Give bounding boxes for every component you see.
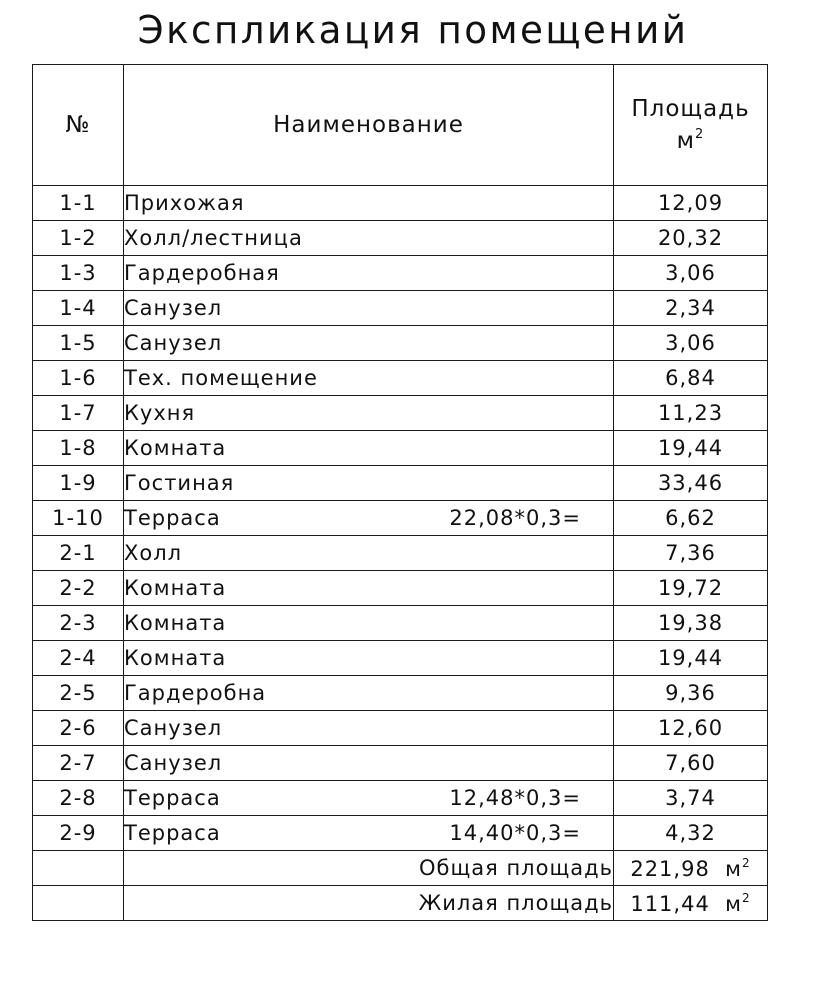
room-name: Санузел bbox=[124, 331, 223, 355]
room-name: Терраса bbox=[124, 786, 221, 810]
room-name-cell bbox=[124, 256, 614, 291]
room-name-cell bbox=[124, 221, 614, 256]
table-row bbox=[33, 466, 768, 501]
table-row bbox=[33, 186, 768, 221]
table-row bbox=[33, 711, 768, 746]
room-name-cell bbox=[124, 326, 614, 361]
area-calculation: 22,08*0,3= bbox=[449, 506, 581, 530]
room-area: 6,84 bbox=[614, 361, 768, 396]
table-row bbox=[33, 361, 768, 396]
room-number: 1-4 bbox=[33, 291, 124, 326]
total-area bbox=[614, 851, 768, 886]
room-name: Гардеробна bbox=[124, 681, 267, 705]
header-name: Наименование bbox=[124, 65, 614, 186]
room-area: 3,74 bbox=[614, 781, 768, 816]
room-name-cell bbox=[124, 186, 614, 221]
total-label: Жилая площадь bbox=[124, 886, 614, 921]
room-name: Гардеробная bbox=[124, 261, 280, 285]
room-area: 19,44 bbox=[614, 431, 768, 466]
room-name: Холл bbox=[124, 541, 183, 565]
header-number: № bbox=[33, 65, 124, 186]
table-row bbox=[33, 746, 768, 781]
room-number: 2-5 bbox=[33, 676, 124, 711]
table-body bbox=[33, 186, 768, 921]
room-area: 9,36 bbox=[614, 676, 768, 711]
room-name-cell bbox=[124, 676, 614, 711]
table-row bbox=[33, 291, 768, 326]
total-unit-sup: 2 bbox=[742, 855, 751, 870]
table-row bbox=[33, 571, 768, 606]
room-name-cell bbox=[124, 291, 614, 326]
room-number: 1-7 bbox=[33, 396, 124, 431]
room-number: 1-8 bbox=[33, 431, 124, 466]
room-number: 1-5 bbox=[33, 326, 124, 361]
empty-cell bbox=[33, 886, 124, 921]
table-row bbox=[33, 256, 768, 291]
table-row bbox=[33, 431, 768, 466]
header-area bbox=[614, 65, 768, 186]
room-number: 2-8 bbox=[33, 781, 124, 816]
room-number: 2-7 bbox=[33, 746, 124, 781]
total-label: Общая площадь bbox=[124, 851, 614, 886]
room-name: Комната bbox=[124, 646, 227, 670]
room-name-cell bbox=[124, 816, 614, 851]
room-name: Комната bbox=[124, 611, 227, 635]
total-value: 221,98 bbox=[630, 856, 710, 881]
room-area: 7,36 bbox=[614, 536, 768, 571]
room-number: 2-3 bbox=[33, 606, 124, 641]
room-area: 6,62 bbox=[614, 501, 768, 536]
header-area-unit-sup: 2 bbox=[695, 127, 705, 142]
table-row bbox=[33, 641, 768, 676]
room-name-cell bbox=[124, 466, 614, 501]
room-name-cell bbox=[124, 361, 614, 396]
room-name: Комната bbox=[124, 436, 227, 460]
room-name-cell bbox=[124, 711, 614, 746]
room-number: 2-1 bbox=[33, 536, 124, 571]
room-name: Кухня bbox=[124, 401, 196, 425]
table-row bbox=[33, 781, 768, 816]
room-area: 12,09 bbox=[614, 186, 768, 221]
room-name: Холл/лестница bbox=[124, 226, 303, 250]
total-unit: м bbox=[725, 856, 743, 881]
room-name-cell bbox=[124, 571, 614, 606]
room-area: 20,32 bbox=[614, 221, 768, 256]
room-name: Санузел bbox=[124, 296, 223, 320]
area-calculation: 12,48*0,3= bbox=[449, 786, 581, 810]
room-name: Прихожая bbox=[124, 191, 245, 215]
area-calculation: 14,40*0,3= bbox=[449, 821, 581, 845]
room-number: 1-1 bbox=[33, 186, 124, 221]
room-number: 1-10 bbox=[33, 501, 124, 536]
room-name-cell bbox=[124, 606, 614, 641]
total-area bbox=[614, 886, 768, 921]
empty-cell bbox=[33, 851, 124, 886]
table-row bbox=[33, 396, 768, 431]
total-row bbox=[33, 851, 768, 886]
room-number: 1-6 bbox=[33, 361, 124, 396]
total-value: 111,44 bbox=[630, 891, 710, 916]
room-name-cell bbox=[124, 641, 614, 676]
room-area: 4,32 bbox=[614, 816, 768, 851]
room-area: 19,44 bbox=[614, 641, 768, 676]
table-row bbox=[33, 501, 768, 536]
room-name: Терраса bbox=[124, 506, 221, 530]
header-area-unit: м bbox=[676, 128, 696, 154]
room-name: Гостиная bbox=[124, 471, 235, 495]
room-area: 11,23 bbox=[614, 396, 768, 431]
room-name-cell bbox=[124, 501, 614, 536]
table-row bbox=[33, 816, 768, 851]
room-area: 3,06 bbox=[614, 256, 768, 291]
table-row bbox=[33, 221, 768, 256]
table-row bbox=[33, 536, 768, 571]
room-area: 33,46 bbox=[614, 466, 768, 501]
room-area: 2,34 bbox=[614, 291, 768, 326]
rooms-table bbox=[32, 64, 768, 921]
total-unit: м bbox=[725, 891, 743, 916]
room-area: 7,60 bbox=[614, 746, 768, 781]
table-row bbox=[33, 606, 768, 641]
room-name-cell bbox=[124, 431, 614, 466]
room-name: Санузел bbox=[124, 716, 223, 740]
room-area: 3,06 bbox=[614, 326, 768, 361]
room-name-cell bbox=[124, 781, 614, 816]
page-title: Экспликация помещений bbox=[137, 8, 689, 52]
room-name: Санузел bbox=[124, 751, 223, 775]
room-number: 2-2 bbox=[33, 571, 124, 606]
room-name-cell bbox=[124, 746, 614, 781]
room-area: 19,72 bbox=[614, 571, 768, 606]
room-name: Тех. помещение bbox=[124, 366, 318, 390]
room-number: 1-2 bbox=[33, 221, 124, 256]
room-name-cell bbox=[124, 536, 614, 571]
room-number: 2-6 bbox=[33, 711, 124, 746]
room-area: 19,38 bbox=[614, 606, 768, 641]
room-name: Терраса bbox=[124, 821, 221, 845]
header-area-label: Площадь bbox=[631, 96, 750, 122]
table-row bbox=[33, 326, 768, 361]
room-name-cell bbox=[124, 396, 614, 431]
room-number: 1-9 bbox=[33, 466, 124, 501]
total-row bbox=[33, 886, 768, 921]
room-area: 12,60 bbox=[614, 711, 768, 746]
room-number: 2-4 bbox=[33, 641, 124, 676]
room-number: 1-3 bbox=[33, 256, 124, 291]
room-name: Комната bbox=[124, 576, 227, 600]
table-row bbox=[33, 676, 768, 711]
table-header-row bbox=[33, 65, 768, 186]
total-unit-sup: 2 bbox=[742, 890, 751, 905]
room-number: 2-9 bbox=[33, 816, 124, 851]
